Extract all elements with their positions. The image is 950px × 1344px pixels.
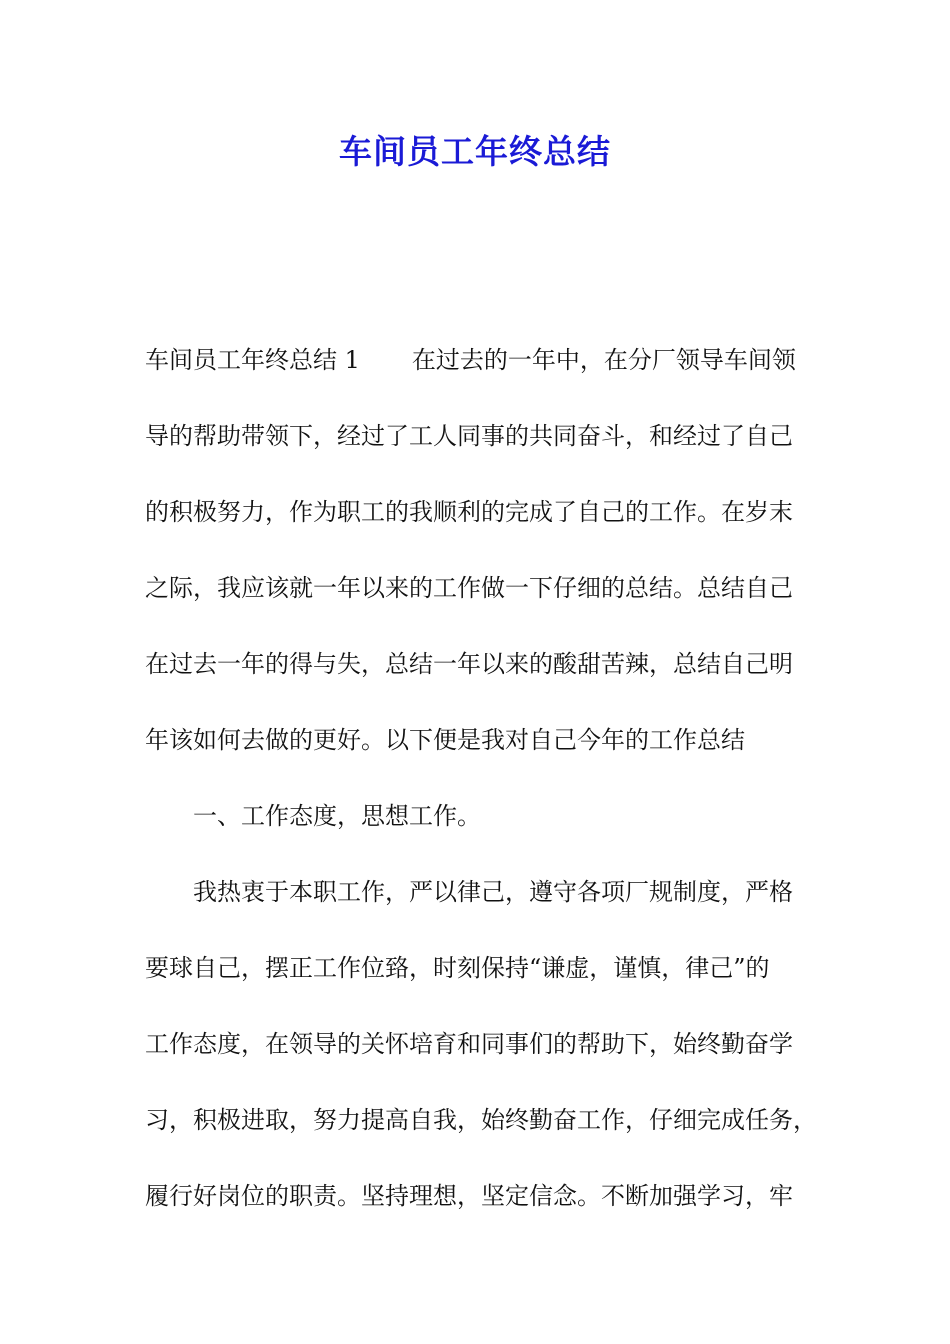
paragraph-line [145, 334, 810, 410]
paragraph-line: 的积极努力，作为职工的我顺利的完成了自己的工作。在岁末 [145, 498, 793, 526]
section-heading-label: 车间员工年终总结 1 [145, 346, 360, 374]
document-body [145, 334, 817, 1246]
paragraph-line: 之际，我应该就一年以来的工作做一下仔细的总结。总结自己 [145, 574, 793, 602]
paragraph-line: 在过去一年的得与失，总结一年以来的酸甜苦辣，总结自己明 [145, 650, 793, 678]
paragraph-line: 我热衷于本职工作，严以律己，遵守各项厂规制度，严格 [193, 878, 793, 906]
paragraph-line: 要球自己，摆正工作位臵，时刻保持“谦虚，谨慎，律己”的 [145, 954, 770, 982]
paragraph-line: 年该如何去做的更好。以下便是我对自己今年的工作总结 [145, 726, 745, 754]
paragraph-text: 在过去的一年中，在分厂领导车间领 [411, 346, 796, 374]
paragraph-line: 履行好岗位的职责。坚持理想，坚定信念。不断加强学习，牢 [145, 1182, 793, 1210]
paragraph-line: 导的帮助带领下，经过了工人同事的共同奋斗，和经过了自己 [145, 422, 793, 450]
paragraph-line: 习，积极进取，努力提高自我，始终勤奋工作，仔细完成任务， [145, 1106, 817, 1134]
section-heading: 一、工作态度，思想工作。 [193, 802, 481, 830]
document-title: 车间员工年终总结 [339, 132, 611, 171]
paragraph-line: 工作态度，在领导的关怀培育和同事们的帮助下，始终勤奋学 [145, 1030, 793, 1058]
